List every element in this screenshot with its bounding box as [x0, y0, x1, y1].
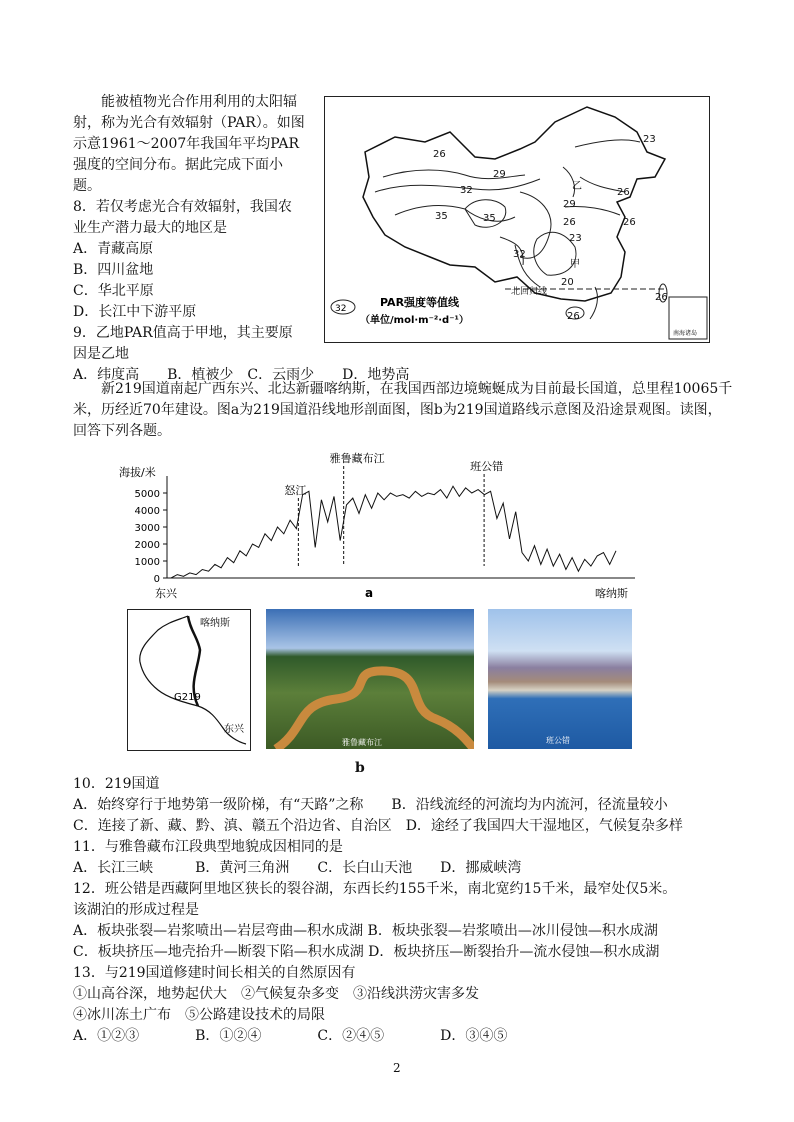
- q8-option-d: D．长江中下游平原: [73, 304, 197, 320]
- y-tick-label: 4000: [134, 506, 160, 517]
- photo-pangong-tso: [488, 609, 632, 749]
- page-number: 2: [393, 1061, 401, 1075]
- place-label: 乙: [572, 181, 582, 192]
- annotation-label: 雅鲁藏布江: [329, 452, 385, 465]
- q11-stem: 11．与雅鲁藏布江段典型地貌成因相同的是: [73, 839, 343, 855]
- elevation-profile-chart: [115, 448, 645, 600]
- passage-219: 新219国道南起广西东兴、北达新疆喀纳斯，在我国西部边境蜿蜒成为目前最长国道，总里程10065千米，历经近70年建设。图a为219国道沿线地形剖面图，图b为219国道路线示意图及沿途景观图。读图，回答下列各题。: [73, 381, 733, 439]
- q9-stem-line2: 因是乙地: [73, 346, 129, 362]
- par-map-figure: [325, 97, 709, 342]
- y-tick-label: 3000: [134, 523, 160, 534]
- q8-option-a: A．青藏高原: [73, 241, 154, 257]
- map-label: 29: [493, 169, 506, 180]
- map-label: 26: [563, 217, 576, 228]
- map-label: 20: [561, 277, 574, 288]
- map-label: 23: [643, 134, 656, 145]
- y-axis-title: 海拔/米: [119, 466, 156, 479]
- q13-items-line2: ④冰川冻土广布 ⑤公路建设技术的局限: [73, 1007, 325, 1023]
- route-south-label: 东兴: [224, 724, 244, 735]
- q13-items-line1: ①山高谷深，地势起伏大 ②气候复杂多变 ③沿线洪涝灾害多发: [73, 986, 479, 1002]
- q8-option-b: B．四川盆地: [73, 262, 154, 278]
- q13-options: A．①②③ B．①②④ C．②④⑤ D．③④⑤: [73, 1028, 508, 1044]
- legend-unit: （单位/mol·m⁻²·d⁻¹）: [360, 315, 469, 326]
- map-label: 35: [435, 211, 448, 222]
- par-map: [324, 96, 710, 343]
- figure-a-profile: [115, 448, 645, 600]
- y-tick-label: 5000: [134, 489, 160, 500]
- map-label: 26: [655, 292, 668, 303]
- y-tick-label: 1000: [134, 557, 160, 568]
- q12-stem-line1: 12．班公错是西藏阿里地区狭长的裂谷湖，东西长约155千米，南北宽约15千米，最窄处仅5米。: [73, 881, 677, 897]
- q8-option-c: C．华北平原: [73, 283, 154, 299]
- tropic-label: 北回归线: [511, 287, 548, 297]
- route-map-figure: [128, 610, 250, 750]
- annotation-label: 班公错: [470, 460, 504, 473]
- y-tick-label: 0: [153, 574, 160, 585]
- photo2-caption: 班公错: [546, 736, 570, 745]
- river-bend-image: [266, 609, 474, 749]
- q10-stem: 10．219国道: [73, 776, 160, 792]
- legend-title: PAR强度等值线: [380, 296, 460, 309]
- q12-options-cd: C．板块挤压—地壳抬升—断裂下陷—积水成湖 D．板块挤压—断裂抬升—流水侵蚀—积水成湖: [73, 944, 660, 960]
- intro-paragraph: 能被植物光合作用利用的太阳辐射，称为光合有效辐射（PAR）。如图示意1961～2007年我国年平均PAR强度的空间分布。据此完成下面小题。: [73, 94, 305, 194]
- q10-options-cd: C．连接了新、藏、黔、滇、赣五个沿边省、自治区 D．途经了我国四大干湿地区，气候复杂多样: [73, 818, 683, 834]
- map-label: 26: [623, 217, 636, 228]
- map-label: 32: [513, 249, 526, 260]
- x-end-label: 喀纳斯: [595, 587, 628, 600]
- q12-stem-line2: 该湖泊的形成过程是: [73, 902, 199, 918]
- figure-a-caption: a: [365, 586, 374, 600]
- x-start-label: 东兴: [155, 587, 177, 600]
- q8-stem-line2: 业生产潜力最大的地区是: [73, 220, 227, 236]
- inset-label: 南海诸岛: [673, 330, 698, 337]
- annotation-label: 怒江: [284, 484, 307, 497]
- q13-stem: 13．与219国道修建时间长相关的自然原因有: [73, 965, 356, 981]
- q10-options-ab: A．始终穿行于地势第一级阶梯，有“天路”之称 B．沿线流经的河流均为内流河，径流量较小: [73, 797, 668, 813]
- route-name-label: G219: [174, 692, 201, 703]
- q11-options: A．长江三峡 B．黄河三角洲 C．长白山天池 D．挪威峡湾: [73, 860, 522, 876]
- map-label: 35: [483, 213, 496, 224]
- q8-stem-line1: 8．若仅考虑光合有效辐射，我国农: [73, 199, 292, 215]
- photo1-caption: 雅鲁藏布江: [342, 738, 382, 747]
- map-label: 26: [433, 149, 446, 160]
- place-label: 甲: [570, 259, 580, 270]
- photo-yarlung-tsangpo: [266, 609, 474, 749]
- lake-image: [488, 609, 632, 749]
- map-label: 26: [617, 187, 630, 198]
- route-map: [127, 609, 251, 751]
- map-label: 26: [567, 311, 580, 322]
- route-north-label: 喀纳斯: [200, 618, 230, 629]
- map-label: 32: [460, 185, 473, 196]
- map-label: 29: [563, 199, 576, 210]
- map-label: 23: [569, 233, 582, 244]
- legend-value: 32: [335, 304, 347, 314]
- profile-line: [171, 486, 616, 578]
- q12-options-ab: A．板块张裂—岩浆喷出—岩层弯曲—积水成湖 B．板块张裂—岩浆喷出—冰川侵蚀—积水成湖: [73, 923, 658, 939]
- q9-options: A．纬度高 B．植被少 C．云雨少 D．地势高: [73, 367, 410, 383]
- figure-b-caption: b: [355, 760, 365, 776]
- y-tick-label: 2000: [134, 540, 160, 551]
- q9-stem-line1: 9．乙地PAR值高于甲地，其主要原: [73, 325, 293, 341]
